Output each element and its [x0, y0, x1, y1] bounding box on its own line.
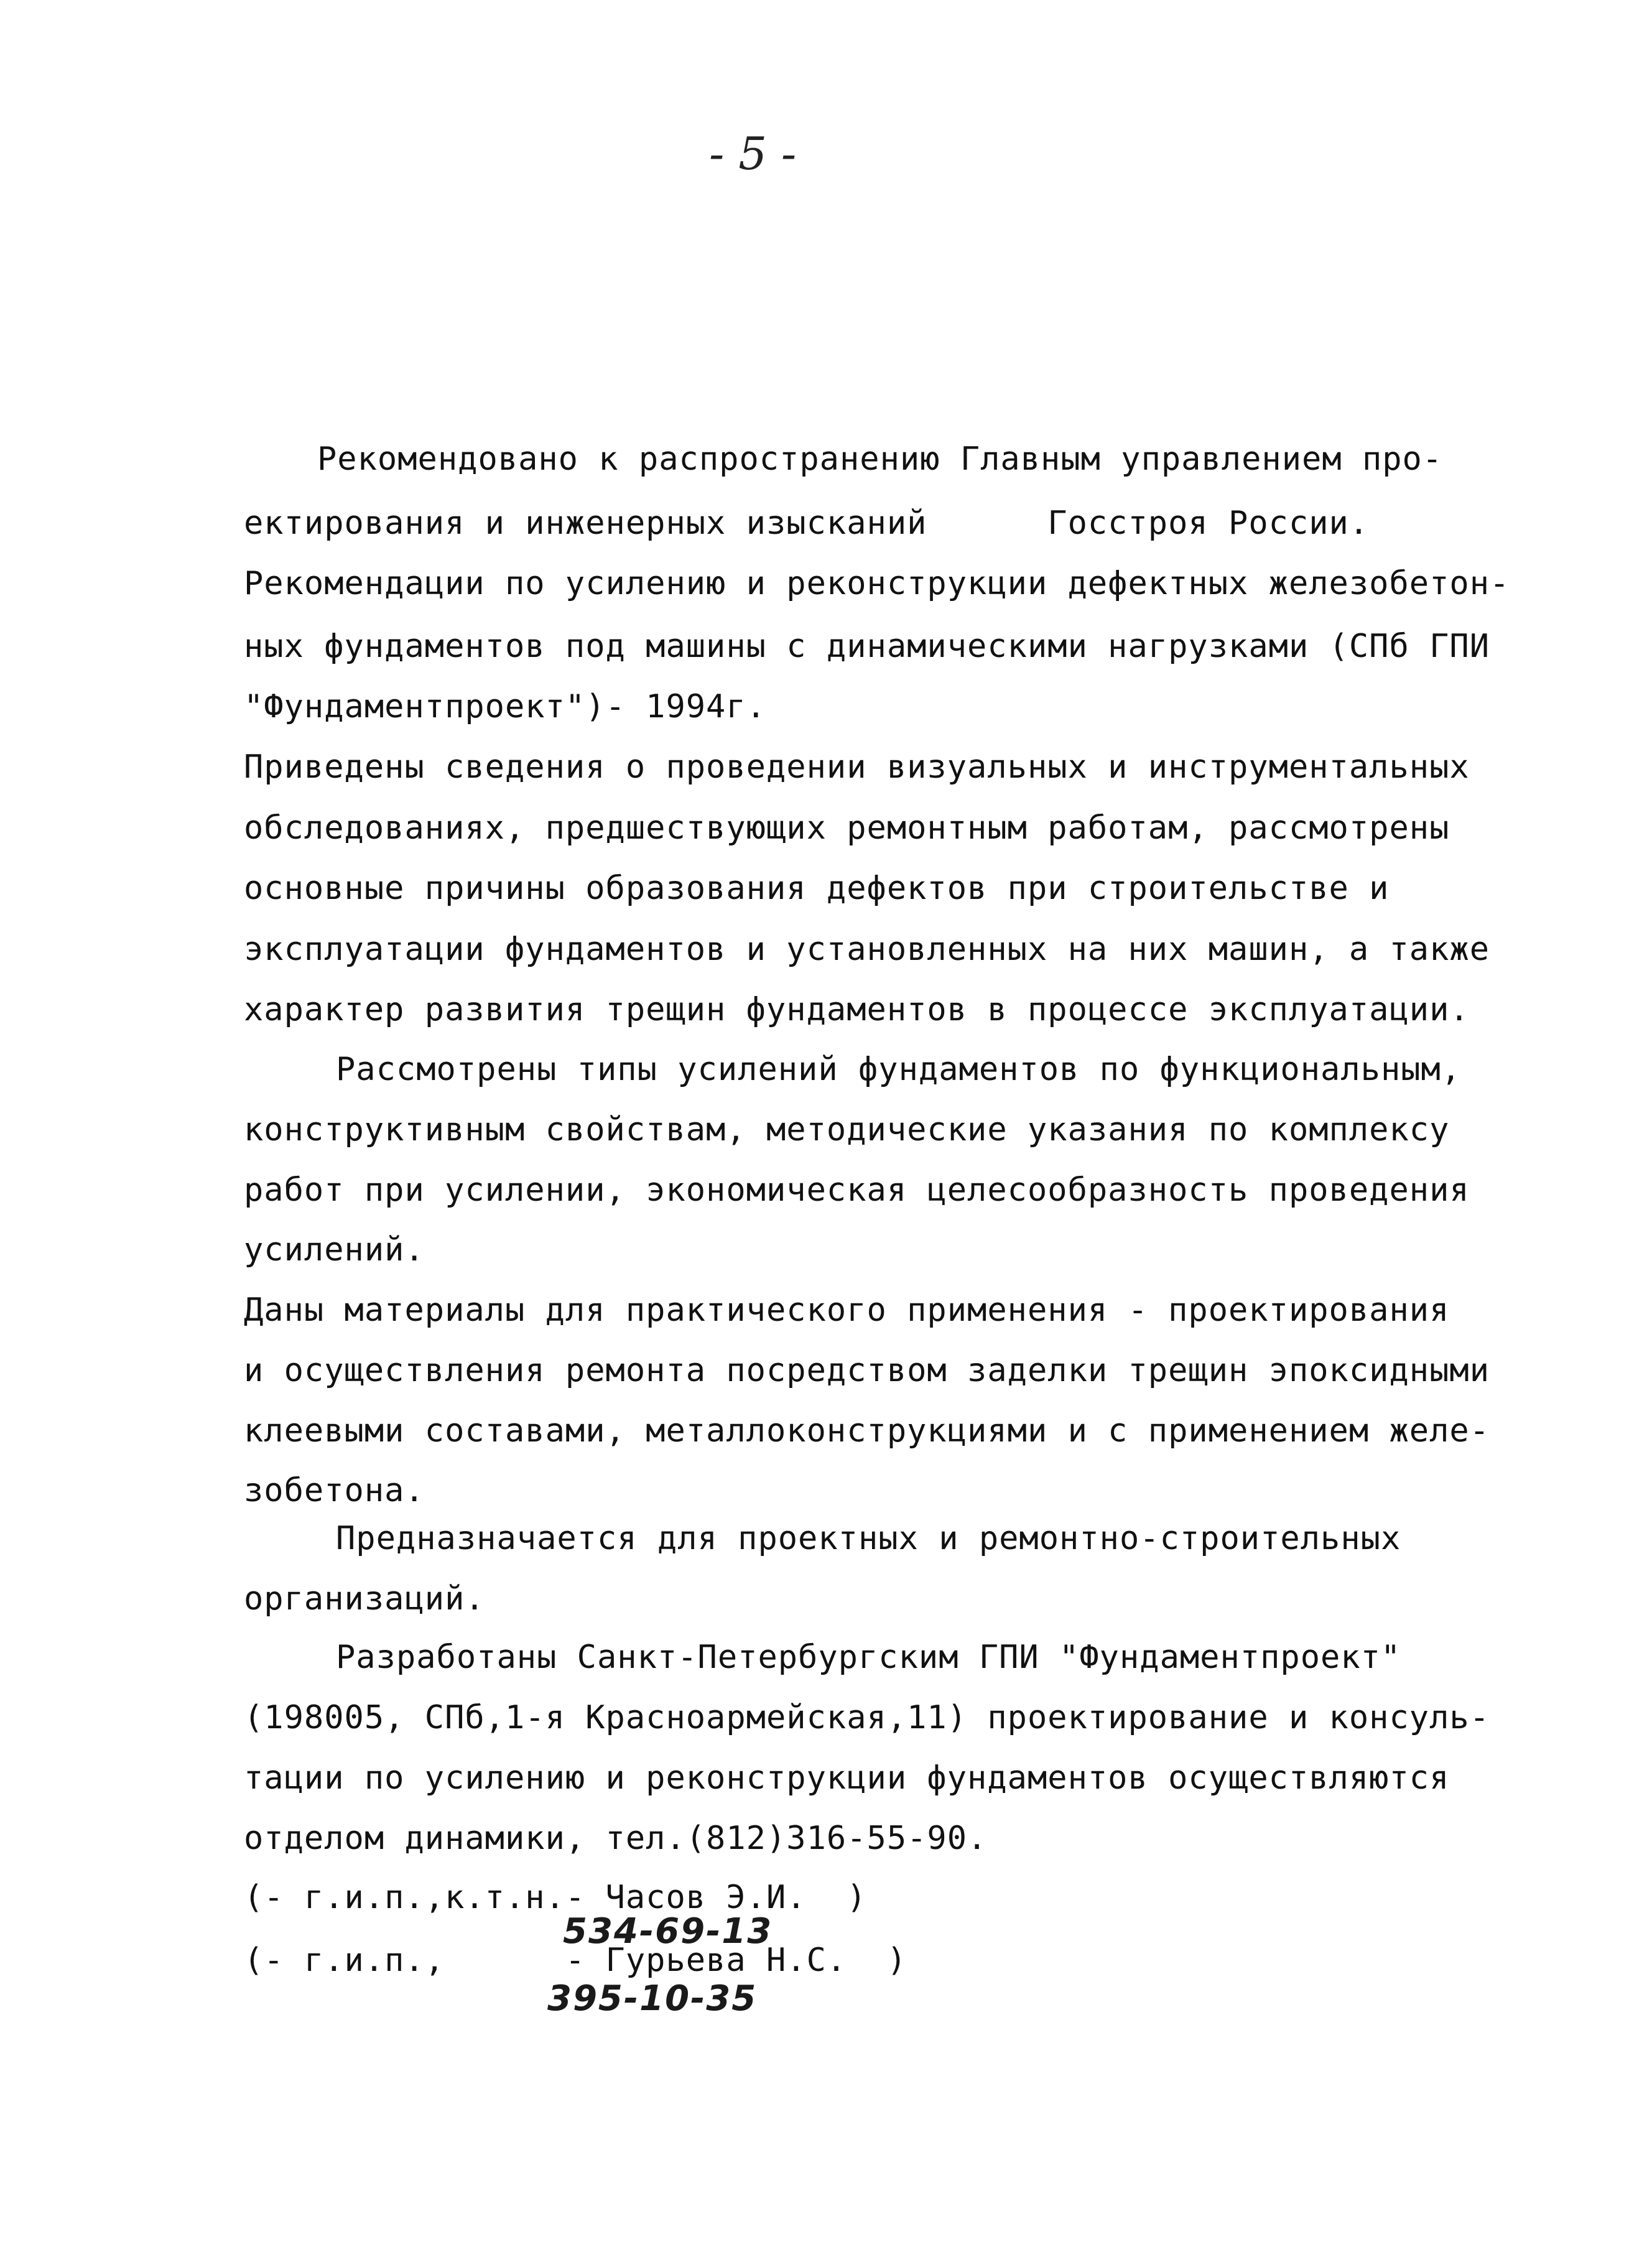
text-line: Разработаны Санкт-Петербургским ГПИ "Фундаментпроект": [336, 1639, 1401, 1676]
text-line: клеевыми составами, металлоконструкциями и с применением желе-: [244, 1412, 1490, 1450]
text-line: (198005, СПб,1-я Красноармейская,11) проектирование и консуль-: [244, 1699, 1490, 1736]
text-line: отделом динамики, тел.(812)316-55-90.: [244, 1820, 988, 1857]
text-line: зобетона.: [244, 1472, 425, 1509]
text-line: Рекомендовано к распространению Главным управлением про-: [317, 440, 1443, 478]
text-line: работ при усилении, экономическая целесообразность проведения: [244, 1171, 1470, 1209]
page-number: - 5 -: [709, 128, 797, 180]
text-line: усилений.: [244, 1231, 425, 1269]
text-line: ных фундаментов под машины с динамическими нагрузками (СПб ГПИ: [244, 628, 1490, 665]
text-line: обследованиях, предшествующих ремонтным работам, рассмотрены: [244, 809, 1450, 847]
text-line: основные причины образования дефектов при строительстве и: [244, 870, 1390, 907]
handwritten-phone: 395-10-35: [547, 1978, 758, 2019]
text-line: "Фундаментпроект")- 1994г.: [244, 688, 766, 725]
text-line: и осуществления ремонта посредством заделки трещин эпоксидными: [244, 1352, 1490, 1389]
text-line: организаций.: [244, 1580, 485, 1618]
contact-line: (- г.и.п.,к.т.н.- Часов Э.И. ): [244, 1879, 867, 1916]
contact-line: (- г.и.п., - Гурьева Н.С. ): [244, 1942, 907, 1979]
text-line: характер развития трещин фундаментов в процессе эксплуатации.: [244, 991, 1470, 1028]
text-line: Рассмотрены типы усилений фундаментов по функциональным,: [336, 1051, 1462, 1088]
text-line: конструктивным свойствам, методические указания по комплексу: [244, 1111, 1450, 1148]
handwritten-phone: 534-69-13: [563, 1911, 773, 1952]
text-line: эксплуатации фундаментов и установленных на них машин, а также: [244, 931, 1490, 968]
text-line: Приведены сведения о проведении визуальных и инструментальных: [244, 748, 1470, 786]
text-line: Даны материалы для практического применения - проектирования: [244, 1292, 1450, 1329]
text-line: тации по усилению и реконструкции фундаментов осуществляются: [244, 1759, 1450, 1797]
text-line: Рекомендации по усилению и реконструкции дефектных железобетон-: [244, 565, 1510, 602]
text-line: ектирования и инженерных изысканий Госстроя России.: [244, 505, 1370, 542]
text-line: Предназначается для проектных и ремонтно-строительных: [336, 1520, 1401, 1557]
